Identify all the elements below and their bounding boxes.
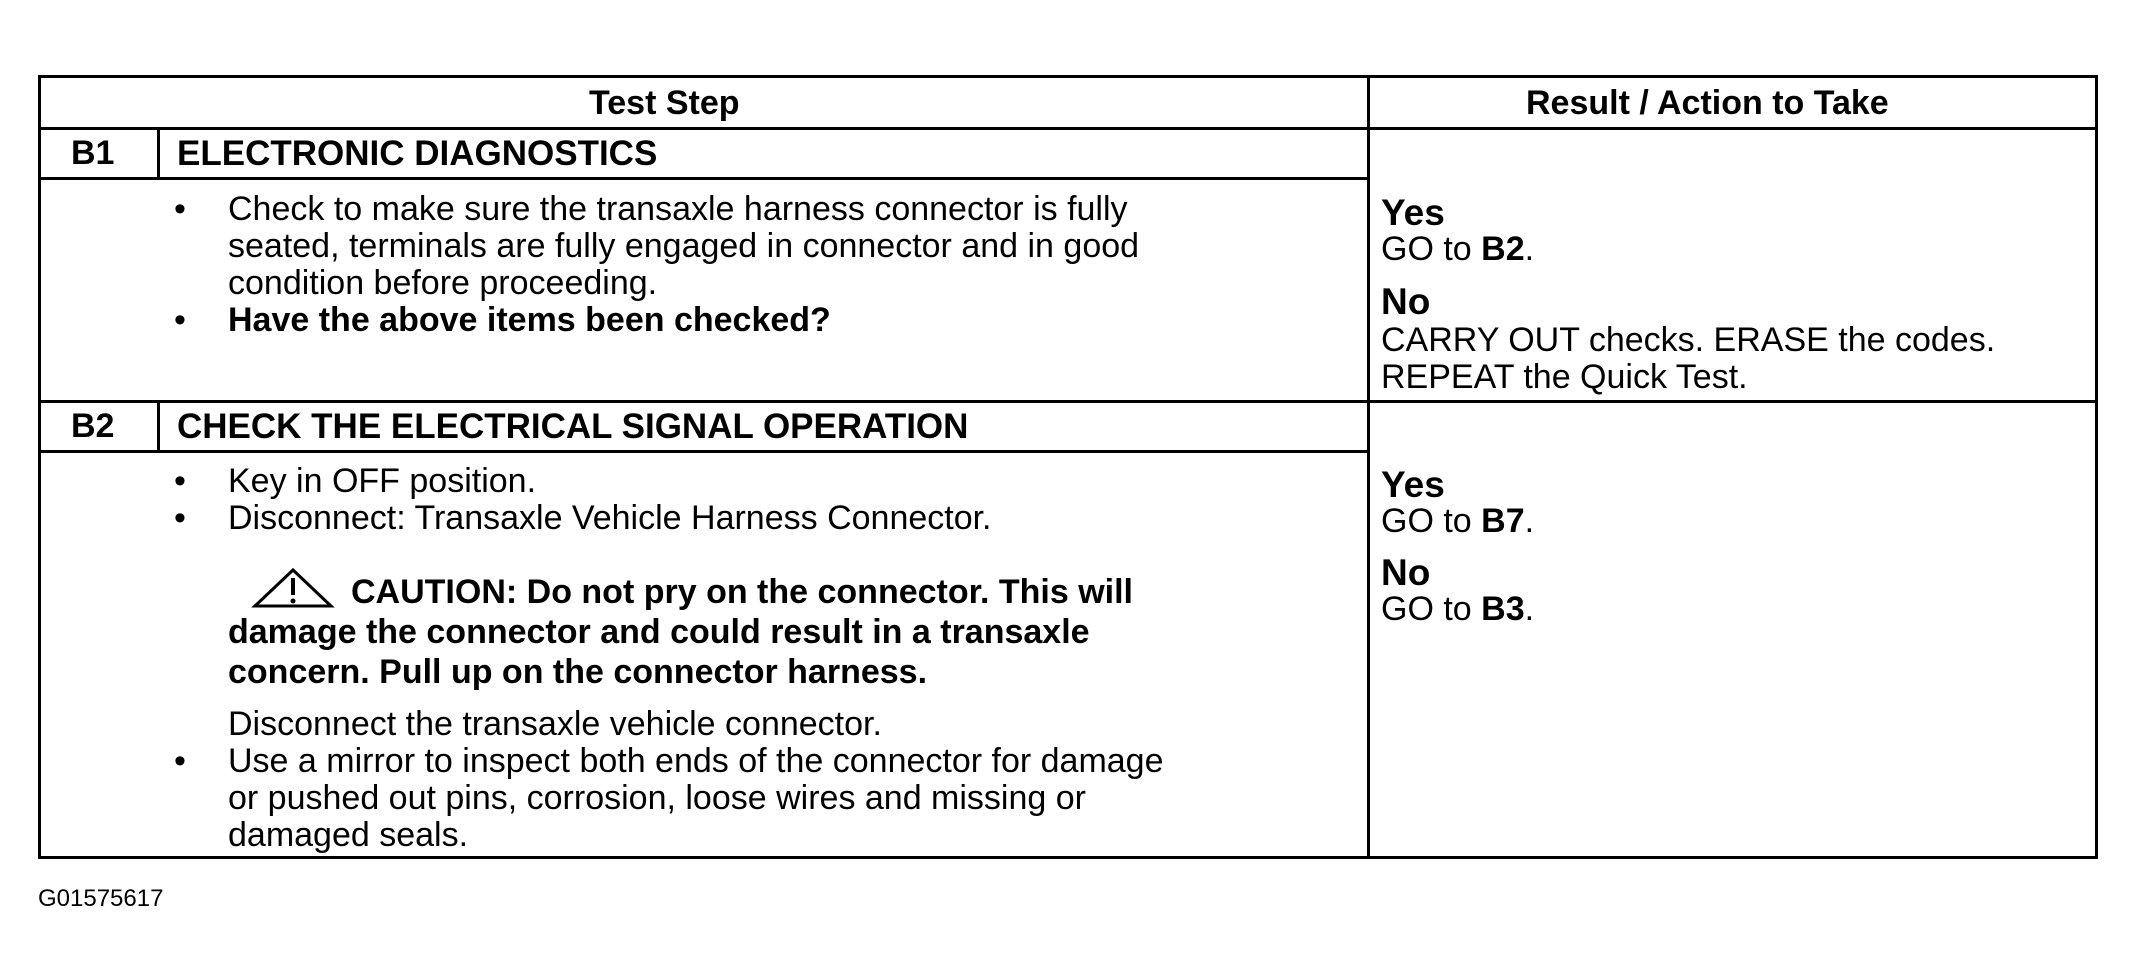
step-id-b1: B1 bbox=[71, 134, 115, 172]
b2-no-prefix: GO to bbox=[1381, 590, 1482, 628]
b1-yes-prefix: GO to bbox=[1381, 230, 1482, 268]
b2-yes-target: B7 bbox=[1481, 502, 1525, 540]
bullet-b1-2: • bbox=[174, 301, 186, 339]
b1-id-divider bbox=[157, 127, 160, 179]
b2-yes-prefix: GO to bbox=[1381, 502, 1482, 540]
b1-line-1: Check to make sure the transaxle harness connector is fully bbox=[228, 190, 1128, 228]
b2-line-1: Key in OFF position. bbox=[228, 462, 537, 500]
b1-section-divider bbox=[41, 400, 2095, 403]
b1-question: Have the above items been checked? bbox=[228, 301, 831, 339]
b2-mirror-2: or pushed out pins, corrosion, loose wires and missing or bbox=[228, 779, 1086, 817]
b2-after-caution: Disconnect the transaxle vehicle connector. bbox=[228, 705, 882, 743]
b2-line-2: Disconnect: Transaxle Vehicle Harness Connector. bbox=[228, 499, 992, 537]
bullet-b2-3: • bbox=[174, 742, 186, 780]
b1-line-2: seated, terminals are fully engaged in connector and in good bbox=[228, 227, 1140, 265]
b2-id-divider bbox=[157, 400, 160, 452]
b1-yes-action bbox=[1381, 230, 1534, 268]
b2-no-suffix: . bbox=[1524, 590, 1535, 628]
caution-line-1: CAUTION: Do not pry on the connector. This will bbox=[351, 573, 1133, 611]
b1-line-3: condition before proceeding. bbox=[228, 264, 658, 302]
b1-yes-suffix: . bbox=[1524, 230, 1535, 268]
b1-yes-target: B2 bbox=[1481, 230, 1525, 268]
column-divider bbox=[1367, 78, 1370, 856]
caution-line-2: damage the connector and could result in a transaxle bbox=[228, 613, 1090, 651]
b1-title-divider bbox=[41, 177, 1369, 180]
b2-mirror-3: damaged seals. bbox=[228, 816, 469, 854]
bullet-b2-1: • bbox=[174, 462, 186, 500]
header-test-step: Test Step bbox=[589, 84, 740, 122]
step-id-b2: B2 bbox=[71, 407, 115, 445]
b2-mirror-1: Use a mirror to inspect both ends of the connector for damage bbox=[228, 742, 1164, 780]
b2-yes-action bbox=[1381, 502, 1534, 540]
b2-yes-label: Yes bbox=[1381, 464, 1445, 505]
bullet-b2-2: • bbox=[174, 499, 186, 537]
b2-no-label: No bbox=[1381, 552, 1431, 593]
b2-no-target: B3 bbox=[1481, 590, 1525, 628]
bullet-b1-1: • bbox=[174, 190, 186, 228]
test-step-table bbox=[38, 75, 2098, 859]
warning-triangle-icon bbox=[251, 566, 335, 610]
b1-yes-label: Yes bbox=[1381, 192, 1445, 233]
b1-no-action-2: REPEAT the Quick Test. bbox=[1381, 358, 1748, 396]
b1-no-label: No bbox=[1381, 281, 1431, 322]
caution-line-3: concern. Pull up on the connector harness. bbox=[228, 653, 928, 691]
b2-title-divider bbox=[41, 450, 1369, 453]
b1-no-action-1: CARRY OUT checks. ERASE the codes. bbox=[1381, 321, 1996, 359]
step-title-b1: ELECTRONIC DIAGNOSTICS bbox=[177, 134, 658, 173]
step-title-b2: CHECK THE ELECTRICAL SIGNAL OPERATION bbox=[177, 407, 969, 446]
b2-no-action bbox=[1381, 590, 1534, 628]
figure-code: G01575617 bbox=[38, 885, 164, 912]
b2-yes-suffix: . bbox=[1524, 502, 1535, 540]
header-result-action: Result / Action to Take bbox=[1526, 84, 1889, 122]
header-divider bbox=[41, 127, 2095, 130]
